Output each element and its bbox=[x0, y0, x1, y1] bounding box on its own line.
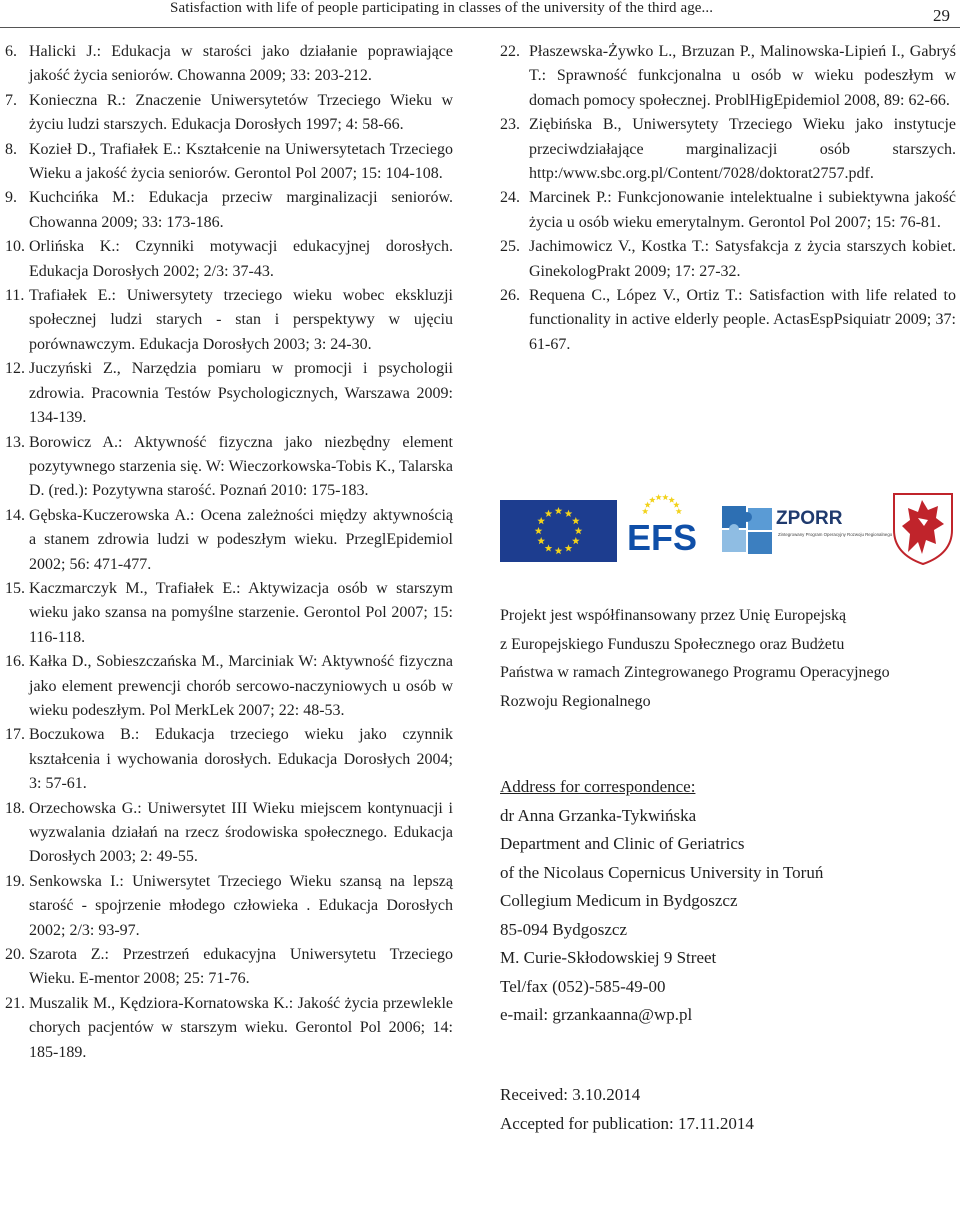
zporr-logo bbox=[716, 498, 893, 564]
efs-logo bbox=[608, 490, 716, 562]
reference-item bbox=[0, 357, 453, 430]
reference-item bbox=[500, 40, 956, 113]
reference-item bbox=[0, 797, 453, 870]
reference-item bbox=[500, 235, 956, 284]
star-icon bbox=[642, 508, 648, 514]
address-line: Tel/fax (052)-585-49-00 bbox=[500, 976, 666, 996]
reference-number: 8. bbox=[5, 140, 17, 158]
efs-logo-text: EFS bbox=[626, 517, 698, 558]
funding-statement bbox=[500, 602, 956, 716]
funding-logos bbox=[500, 490, 960, 565]
reference-item bbox=[0, 992, 453, 1065]
reference-text: Requena C., López V., Ortiz T.: Satisfaction with life related to functionality in active elderly people. ActasEspPsiquiatr 2009; 37: 61-67. bbox=[529, 287, 956, 353]
efs-stars bbox=[642, 494, 682, 514]
address-line: Department and Clinic of Geriatrics bbox=[500, 834, 745, 853]
reference-text: Boczukowa B.: Edukacja trzeciego wieku jako czynnik kształcenia i wychowania dorosłych. Edukacja Dorosłych 2004; 3: 57-61. bbox=[29, 726, 453, 793]
reference-number: 21. bbox=[5, 994, 25, 1012]
star-icon bbox=[649, 497, 655, 503]
reference-item bbox=[0, 943, 453, 992]
reference-text: Kaczmarczyk M., Trafiałek E.: Aktywizacja osób w starszym wieku jako szansa na pomyślne starzenie. Gerontol Pol 2007; 15: 116-118. bbox=[29, 579, 453, 646]
reference-number: 6. bbox=[5, 43, 17, 60]
reference-number: 22. bbox=[500, 43, 520, 60]
funding-line: Rozwoju Regionalnego bbox=[500, 692, 651, 710]
address-line: of the Nicolaus Copernicus University in Toruń bbox=[500, 862, 824, 882]
star-icon bbox=[668, 497, 674, 503]
reference-text: Orzechowska G.: Uniwersytet III Wieku miejscem kontynuacji i wyzwalania działań na rzecz środowiska społecznego. Edukacja Dorosłych 2003; 2: 49-55. bbox=[29, 799, 453, 866]
reference-item bbox=[0, 235, 453, 284]
reference-item bbox=[0, 138, 453, 187]
reference-item bbox=[500, 186, 956, 235]
eu-flag-logo bbox=[500, 500, 617, 562]
reference-text: Orlińska K.: Czynniki motywacji edukacyjnej dorosłych. Edukacja Dorosłych 2002; 2/3: 37-43. bbox=[29, 238, 453, 280]
address-line: Collegium Medicum in Bydgoszcz bbox=[500, 891, 738, 910]
reference-item bbox=[500, 284, 956, 357]
reference-item bbox=[0, 577, 453, 650]
reference-item bbox=[0, 431, 453, 504]
reference-number: 12. bbox=[5, 360, 25, 378]
zporr-logo-subtext: Zintegrowany Program Operacyjny Rozwoju Regionalnego bbox=[778, 532, 893, 537]
reference-text: Jachimowicz V., Kostka T.: Satysfakcja z życia starszych kobiet. GinekologPrakt 2009; 17: 27-32. bbox=[529, 238, 956, 280]
reference-text: Marcinek P.: Funkcjonowanie intelektualne i subiektywna jakość życia u osób wieku emerytalnym. Gerontol Pol 2007; 15: 76-81. bbox=[529, 189, 956, 231]
reference-item bbox=[0, 723, 453, 796]
publication-dates bbox=[500, 1081, 956, 1138]
reference-text: Kałka D., Sobieszczańska M., Marciniak W: Aktywność fizyczna jako element prewencji chorób sercowo-naczyniowych u osób w wieku podeszłym. Pol MerkLek 2007; 22: 48-53. bbox=[29, 653, 453, 719]
reference-number: 13. bbox=[5, 433, 25, 451]
reference-number: 20. bbox=[5, 946, 25, 964]
correspondence-address bbox=[500, 773, 956, 1030]
address-line: dr Anna Grzanka-Tykwińska bbox=[500, 805, 697, 825]
reference-number: 15. bbox=[5, 579, 25, 597]
reference-number: 26. bbox=[500, 287, 520, 305]
reference-number: 24. bbox=[500, 189, 520, 207]
star-icon bbox=[662, 494, 668, 500]
reference-text: Borowicz A.: Aktywność fizyczna jako niezbędny element pozytywnego starzenia się. W: Wieczorkowska-Tobis K., Talarska D. (red.): Pozytywna starość. Poznań 2010: 175-183. bbox=[29, 433, 453, 500]
reference-number: 7. bbox=[5, 91, 17, 109]
reference-number: 23. bbox=[500, 116, 520, 134]
reference-number: 25. bbox=[500, 238, 520, 256]
reference-number: 9. bbox=[5, 189, 17, 207]
reference-item bbox=[500, 113, 956, 186]
reference-item bbox=[0, 504, 453, 577]
accepted-date: Accepted for publication: 17.11.2014 bbox=[500, 1113, 754, 1133]
reference-text: Halicki J.: Edukacja w starości jako działanie poprawiające jakość życia seniorów. Chowanna 2009; 33: 203-212. bbox=[29, 43, 453, 85]
address-line: M. Curie-Skłodowskiej 9 Street bbox=[500, 948, 717, 967]
reference-number: 19. bbox=[5, 872, 25, 890]
reference-number: 11. bbox=[5, 287, 25, 305]
address-heading: Address for correspondence: bbox=[500, 777, 696, 796]
received-date: Received: 3.10.2014 bbox=[500, 1085, 641, 1104]
star-icon bbox=[673, 502, 679, 508]
puzzle-icon bbox=[722, 506, 772, 554]
reference-text: Kuchcińka M.: Edukacja przeciw marginalizacji seniorów. Chowanna 2009; 33: 173-186. bbox=[29, 189, 453, 231]
reference-item bbox=[0, 89, 453, 138]
funding-line: Projekt jest współfinansowany przez Unię Europejską bbox=[500, 607, 847, 624]
running-title: Satisfaction with life of people participating in classes of the university of the third age... bbox=[170, 0, 714, 16]
zporr-logo-text: ZPORR bbox=[776, 508, 843, 529]
reference-number: 10. bbox=[5, 238, 25, 256]
reference-number: 17. bbox=[5, 726, 25, 744]
page-header bbox=[0, 0, 960, 30]
reference-item bbox=[0, 40, 453, 89]
reference-text: Konieczna R.: Znaczenie Uniwersytetów Trzeciego Wieku w życiu ludzi starszych. Edukacja Dorosłych 1997; 4: 58-66. bbox=[29, 91, 453, 134]
reference-item bbox=[0, 650, 453, 723]
reference-text: Juczyński Z., Narzędzia pomiaru w promocji i psychologii zdrowia. Pracownia Testów Psychologicznych, Warszawa 2009: 134-139. bbox=[29, 360, 453, 427]
references-right-column bbox=[500, 40, 956, 357]
regional-emblem-logo bbox=[888, 490, 958, 566]
references-left-column bbox=[0, 40, 453, 1065]
reference-number: 16. bbox=[5, 653, 25, 671]
reference-item bbox=[0, 284, 453, 357]
reference-number: 18. bbox=[5, 799, 25, 817]
page-number: 29 bbox=[933, 6, 950, 25]
header-rule bbox=[0, 27, 960, 28]
star-icon bbox=[644, 502, 650, 508]
reference-text: Ziębińska B., Uniwersytety Trzeciego Wieku jako instytucje przeciwdziałające marginalizacji osób starszych. http:/www.sbc.org.pl/Content/7028/doktorat2757.pdf. bbox=[529, 116, 956, 183]
reference-text: Szarota Z.: Przestrzeń edukacyjna Uniwersytetu Trzeciego Wieku. E-mentor 2008; 25: 71-76. bbox=[29, 946, 453, 988]
address-line: 85-094 Bydgoszcz bbox=[500, 919, 628, 939]
reference-text: Muszalik M., Kędziora-Kornatowska K.: Jakość życia przewlekle chorych pacjentów w starszym wieku. Gerontol Pol 2006; 14: 185-189. bbox=[29, 994, 453, 1061]
star-icon bbox=[676, 508, 682, 514]
reference-text: Kozieł D., Trafiałek E.: Kształcenie na Uniwersytetach Trzeciego Wieku a jakość życia seniorów. Gerontol Pol 2007; 15: 104-108. bbox=[29, 140, 453, 183]
reference-text: Płaszewska-Żywko L., Brzuzan P., Malinowska-Lipień I., Gabryś T.: Sprawność funkcjonalna u osób w wieku podeszłym w domach pomocy społecznej. ProblHigEpidemiol 2008, 89: 62-66. bbox=[529, 43, 956, 109]
funding-line: Państwa w ramach Zintegrowanego Programu Operacyjnego bbox=[500, 664, 890, 682]
reference-text: Senkowska I.: Uniwersytet Trzeciego Wieku szansą na lepszą starość - spojrzenie młodego człowieka . Edukacja Dorosłych 2002; 2/3: 93-97. bbox=[29, 872, 453, 939]
email-address: e-mail: grzankaanna@wp.pl bbox=[500, 1005, 693, 1024]
funding-line: z Europejskiego Funduszu Społecznego oraz Budżetu bbox=[500, 635, 845, 653]
star-icon bbox=[655, 494, 661, 500]
reference-item bbox=[0, 870, 453, 943]
reference-item bbox=[0, 186, 453, 235]
reference-text: Trafiałek E.: Uniwersytety trzeciego wieku wobec ekskluzji społecznej ludzi starych - stan i perspektywy w ujęciu porównawczym. Edukacja Dorosłych 2003; 3: 24-30. bbox=[29, 287, 453, 353]
reference-number: 14. bbox=[5, 506, 25, 524]
reference-text: Gębska-Kuczerowska A.: Ocena zależności między aktywnością a stanem zdrowia ludzi w podeszłym wieku. PrzeglEpidemiol 2002; 56: 471-477. bbox=[29, 506, 453, 573]
